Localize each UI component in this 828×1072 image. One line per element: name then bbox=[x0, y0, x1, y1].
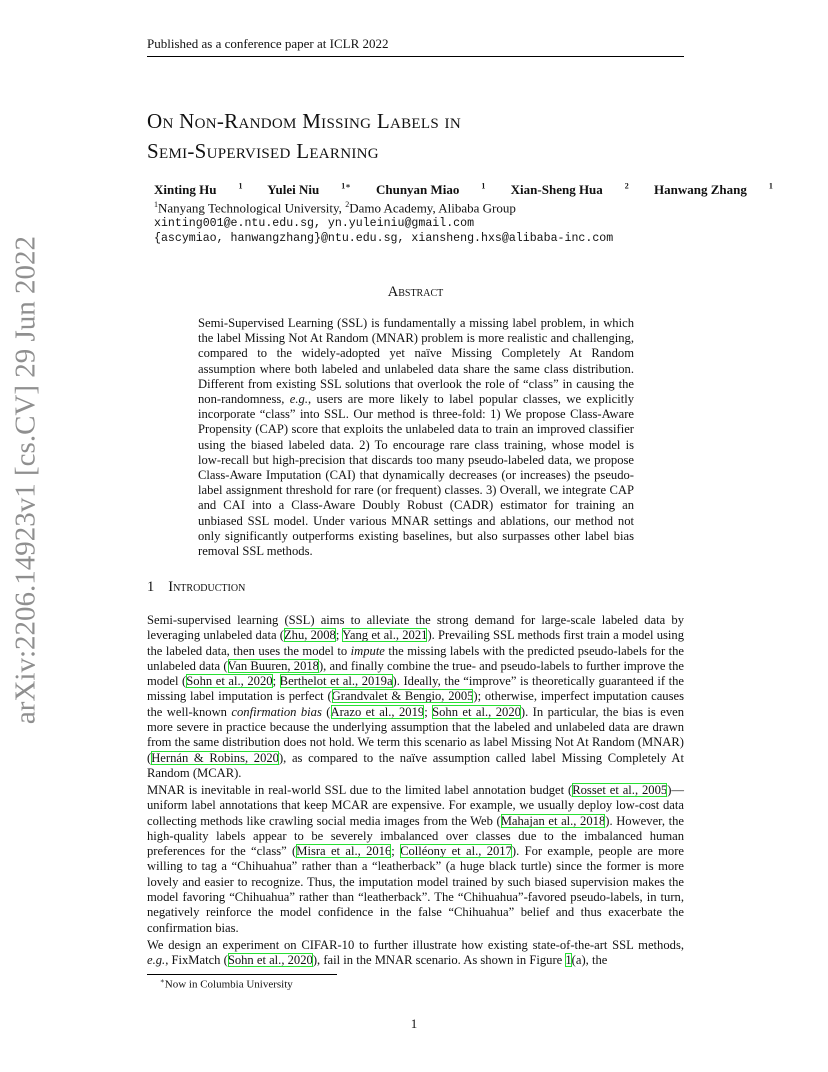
email-line-2: {ascymiao, hanwangzhang}@ntu.edu.sg, xiansheng.hxs@alibaba-inc.com bbox=[154, 232, 614, 245]
citation-link[interactable]: Grandvalet & Bengio, 2005 bbox=[331, 689, 474, 704]
abstract-heading: Abstract bbox=[387, 284, 444, 300]
page-number: 1 bbox=[410, 1016, 418, 1031]
title-line-1: On Non-Random Missing Labels in bbox=[147, 109, 461, 133]
citation-link[interactable]: Rosset et al., 2005 bbox=[572, 783, 668, 797]
citation-link[interactable]: Hernán & Robins, 2020 bbox=[151, 750, 279, 765]
header-rule bbox=[147, 56, 684, 57]
section-heading-introduction: 1 Introduction bbox=[147, 579, 246, 595]
citation-link[interactable]: Zhu, 2008 bbox=[283, 628, 336, 643]
author-list bbox=[154, 181, 773, 198]
running-header: Published as a conference paper at ICLR 2022 bbox=[147, 36, 389, 51]
citation-link[interactable]: Arazo et al., 2019 bbox=[330, 704, 425, 719]
author: Xinting Hu $^1$ bbox=[154, 182, 243, 198]
author: Yulei Niu $^{1∗}$ bbox=[267, 182, 351, 198]
arxiv-stamp bbox=[4, 235, 48, 725]
affiliations: $^1$Nanyang Technological University, $^2$Damo Academy, Alibaba Group bbox=[154, 200, 516, 216]
footnote: ∗Now in Columbia University bbox=[160, 977, 293, 991]
citation-link[interactable]: Yang et al., 2021 bbox=[342, 628, 428, 643]
footnote-rule bbox=[147, 974, 337, 975]
author: Xian-Sheng Hua $^2$ bbox=[510, 182, 629, 198]
arxiv-identifier: arXiv:2206.14923v1 [cs.CV] 29 Jun 2022 bbox=[9, 235, 42, 725]
figure-reference-link[interactable]: 1 bbox=[565, 953, 572, 968]
intro-paragraph-3: We design an experiment on CIFAR-10 to further illustrate how existing state-of-the-art SSL methods, e.g., FixMatch (Sohn et al., 2020), fail in the MNAR scenario. As shown in Figure 1(a), the bbox=[147, 938, 684, 968]
email-line-1: xinting001@e.ntu.edu.sg, yn.yuleiniu@gmail.com bbox=[154, 217, 475, 230]
citation-link[interactable]: Sohn et al., 2020 bbox=[227, 953, 313, 968]
abstract-body: Semi-Supervised Learning (SSL) is fundamentally a missing label problem, in which the label Missing Not At Random (MNAR) problem is more realistic and challenging, compared to the widely-adopted yet naïve Missing Completely At Random assumption where both labeled and unlabeled data share the same class distribution. Different from existing SSL solutions that overlook the role of “class” in causing the non-randomness, e.g., users are more likely to label popular classes, we explicitly incorporate “class” into SSL. Our method is three-fold: 1) We propose Class-Aware Propensity (CAP) score that exploits the unlabeled data to train an improved classifier using the biased labeled data. 2) To encourage rare class training, whose model is low-recall but high-precision that discards too many pseudo-labeled data, we propose Class-Aware Imputation (CAI) that dynamically decreases (or increases) the pseudo-label assignment threshold for rare (or frequent) classes. 3) Overall, we integrate CAP and CAI into a Class-Aware Doubly Robust (CADR) estimator for training an unbiased SSL model. Under various MNAR settings and ablations, our method not only significantly outperforms existing baselines, but also surpasses other label bias removal SSL methods. bbox=[198, 316, 634, 559]
paper-title bbox=[147, 106, 684, 166]
author: Hanwang Zhang $^1$ bbox=[654, 182, 773, 198]
intro-paragraph-2: MNAR is inevitable in real-world SSL due to the limited label annotation budget (Rosset et al., 2005)—uniform label annotations that keep MCAR are expensive. For example, we usually deploy low-cost data collecting methods like crawling social media images from the Web (Mahajan et al., 2018). However, the high-quality labels appear to be severely imbalanced over classes due to the imbalanced human preferences for the “class” (Misra et al., 2016; Colléony et al., 2017). For example, people are more willing to tag a “Chihuahua” rather than a “leatherback” (a huge black turtle) since the former is more lovely and easier to recognize. Thus, the imputation model trained by such biased supervision makes the model favoring “Chihuahua” rather than “leatherback”. The “Chihuahua”-favored pseudo-labels, in turn, negatively reinforce the model confidence in the false “Chihuahua” belief and thus exacerbate the confirmation bias. bbox=[147, 783, 684, 935]
citation-link[interactable]: Mahajan et al., 2018 bbox=[500, 813, 606, 828]
citation-link[interactable]: Colléony et al., 2017 bbox=[400, 844, 512, 859]
author: Chunyan Miao $^1$ bbox=[375, 182, 486, 198]
citation-link[interactable]: Berthelot et al., 2019a bbox=[279, 674, 393, 689]
citation-link[interactable]: Misra et al., 2016 bbox=[296, 844, 392, 859]
intro-paragraph-1: Semi-supervised learning (SSL) aims to alleviate the strong demand for large-scale labeled data by leveraging unlabeled data (Zhu, 2008; Yang et al., 2021). Prevailing SSL methods first train a model using the labeled data, then uses the model to impute the missing labels with the predicted pseudo-labels for the unlabeled data (Van Buuren, 2018), and finally combine the true- and pseudo-labels to further improve the model (Sohn et al., 2020; Berthelot et al., 2019a). Ideally, the “improve” is theoretically guaranteed if the missing label imputation is perfect (Grandvalet & Bengio, 2005); otherwise, imperfect imputation causes the well-known confirmation bias (Arazo et al., 2019; Sohn et al., 2020). In particular, the bias is even more severe in practice because the underlying assumption that the labeled and unlabeled data are drawn from the same distribution does not hold. We term this scenario as label Missing Not At Random (MNAR) (Hernán & Robins, 2020), as compared to the naïve assumption called label Missing Completely At Random (MCAR). bbox=[147, 613, 685, 780]
citation-link[interactable]: Sohn et al., 2020 bbox=[186, 674, 273, 689]
citation-link[interactable]: Sohn et al., 2020 bbox=[432, 704, 521, 719]
title-line-2: Semi-Supervised Learning bbox=[147, 139, 379, 163]
citation-link[interactable]: Van Buuren, 2018 bbox=[227, 658, 319, 673]
